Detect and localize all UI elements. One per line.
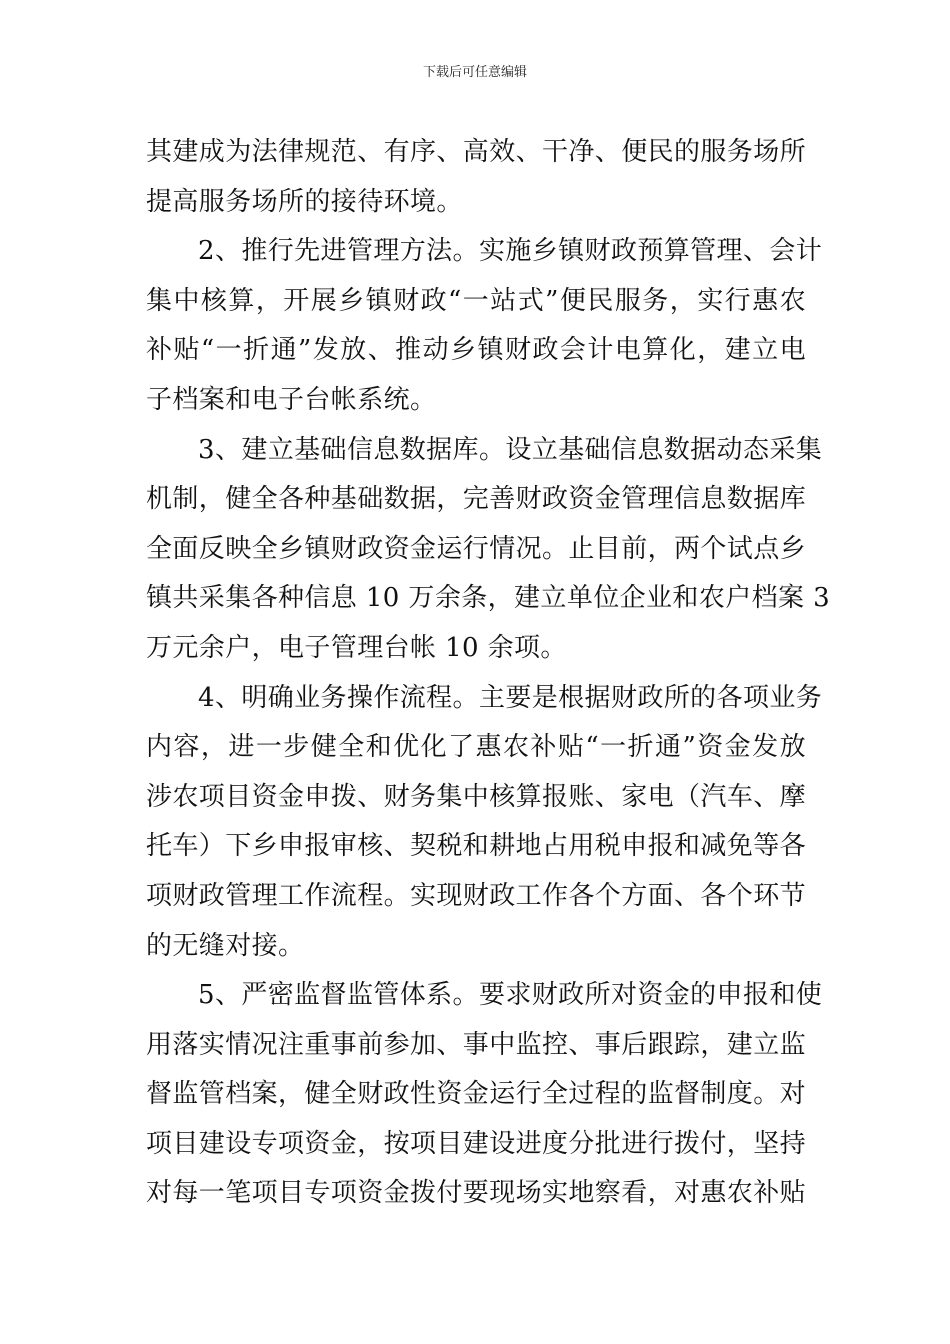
text-line-4: 集中核算，开展乡镇财政“一站式”便民服务，实行惠农 — [146, 285, 806, 316]
text-line-7: 3、建立基础信息数据库。设立基础信息数据动态采集 — [198, 434, 823, 465]
text-line-13: 内容，进一步健全和优化了惠农补贴“一折通”资金发放 — [146, 732, 806, 763]
text-line-9: 全面反映全乡镇财政资金运行情况。止目前，两个试点乡 — [146, 533, 807, 564]
text-line-22: 对每一笔项目专项资金拨付要现场实地察看，对惠农补贴 — [146, 1178, 807, 1209]
text-line-6: 子档案和电子台帐系统。 — [146, 384, 437, 415]
text-line-18: 5、严密监督监管体系。要求财政所对资金的申报和使 — [198, 980, 823, 1011]
text-line-10: 镇共采集各种信息 10 万余条，建立单位企业和农户档案 3 — [146, 583, 831, 614]
text-line-16: 项财政管理工作流程。实现财政工作各个方面、各个环节 — [146, 880, 807, 911]
document-body — [146, 128, 831, 1219]
text-line-14: 涉农项目资金申拨、财务集中核算报账、家电（汽车、摩 — [146, 781, 807, 812]
text-line-3: 2、推行先进管理方法。实施乡镇财政预算管理、会计 — [198, 236, 823, 267]
text-line-12: 4、明确业务操作流程。主要是根据财政所的各项业务 — [198, 682, 823, 713]
text-line-1: 其建成为法律规范、有序、高效、干净、便民的服务场所 — [146, 137, 807, 167]
text-line-17: 的无缝对接。 — [146, 930, 305, 961]
text-line-8: 机制，健全各种基础数据，完善财政资金管理信息数据库 — [146, 484, 807, 515]
page-header-note: 下载后可任意编辑 — [422, 65, 527, 80]
text-line-20: 督监管档案，健全财政性资金运行全过程的监督制度。对 — [146, 1079, 807, 1110]
text-line-21: 项目建设专项资金，按项目建设进度分批进行拨付，坚持 — [146, 1128, 807, 1159]
text-line-19: 用落实情况注重事前参加、事中监控、事后跟踪，建立监 — [146, 1029, 807, 1060]
text-line-2: 提高服务场所的接待环境。 — [146, 186, 463, 217]
text-line-15: 托车）下乡申报审核、契税和耕地占用税申报和减免等各 — [146, 831, 807, 862]
text-line-11: 万元余户，电子管理台帐 10 余项。 — [146, 632, 567, 663]
text-line-5: 补贴“一折通”发放、推动乡镇财政会计电算化，建立电 — [146, 335, 806, 366]
